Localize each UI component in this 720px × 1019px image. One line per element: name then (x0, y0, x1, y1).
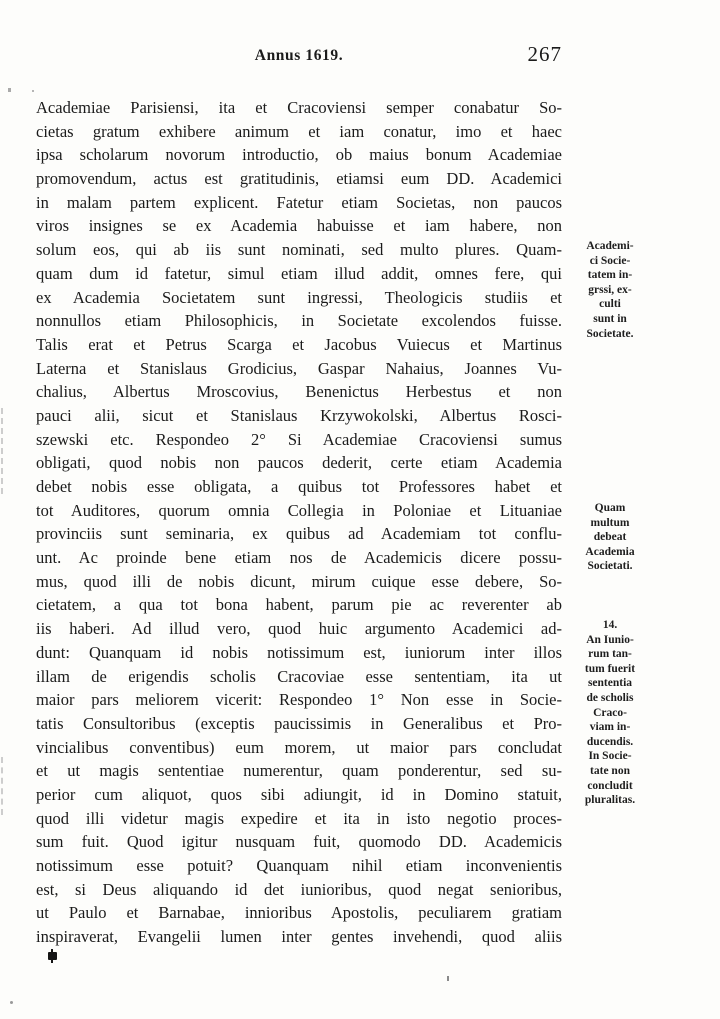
margin-note-line: ducendis. (586, 735, 634, 748)
margin-note-line: pluralitas. (584, 794, 636, 807)
text-line: obligati, quod nobis non paucos dederit, certe etiam Academia (36, 453, 562, 473)
text-line: viros insignes se ex Academia habuisse et iam habere, non (36, 216, 562, 236)
margin-note-line: tum fuerit (584, 662, 636, 675)
text-line: tot Auditores, quorum omnia Collegia in Poloniae et Lituaniae (36, 500, 562, 520)
margin-note-line: Academia (585, 545, 635, 558)
margin-note-line: ci Socie- (589, 254, 631, 267)
text-line: ut Paulo et Barnabae, innioribus Apostolis, peculiarem gratiam (36, 903, 562, 923)
margin-note-line: tate non (590, 764, 630, 777)
margin-note-line: debeat (593, 531, 627, 544)
margin-note-line: de scholis (586, 691, 634, 704)
text-line: notissimum esse potuit? Quanquam nihil etiam inconvenientis (36, 856, 562, 875)
text-line: et ut magis sententiae numerentur, quam ponderentur, sed su- (36, 761, 562, 781)
margin-note-line: concludit (587, 779, 633, 792)
text-line: dunt: Quanquam id nobis notissimum est, iuniorum inter illos (36, 642, 562, 662)
margin-note-an-iuniorum (563, 618, 657, 808)
scan-artifact (447, 976, 449, 981)
text-line: cietas gratum exhibere animum et iam conatur, imo et haec (36, 121, 562, 141)
text-line: provinciis sunt seminaria, ex quibus ad Academiam tot conflu- (36, 524, 562, 544)
scan-artifact (8, 88, 11, 92)
body-text-block (36, 96, 562, 949)
text-line: tatis Consultoribus (exceptis paucissimis in Generalibus et Pro- (36, 713, 562, 733)
margin-note-line: tatem in- (587, 269, 633, 282)
text-line: vincialibus conventibus) eum morem, ut maior pars concludat (36, 737, 562, 757)
text-line: Laterna et Stanislaus Grodicius, Gaspar Nahaius, Joannes Vu- (36, 358, 562, 378)
text-line: solum eos, qui ab iis sunt nominati, sed multo plures. Quam- (36, 240, 562, 260)
text-line: est, si Deus aliquando id det iunioribus, quod negat senioribus, (36, 879, 562, 899)
margin-note-line: Quam (594, 502, 626, 514)
text-line: illam de erigendis scholis Cracoviae esse sententiam, ita ut (36, 666, 562, 686)
running-title: Annus 1619. (254, 47, 344, 64)
text-line: perior cum aliquot, quos sibi adiungit, id in Domino statuit, (36, 784, 562, 804)
margin-note-line: grssi, ex- (588, 283, 632, 296)
text-line: sum fuit. Quod igitur nusquam fuit, quomodo DD. Academicis (36, 832, 562, 852)
text-line: szewski etc. Respondeo 2° Si Academiae Cracoviensi sumus (36, 429, 562, 449)
margin-note-line: viam in- (589, 721, 631, 734)
text-line: nonnullos etiam Philosophicis, in Societate excolendos fuisse. (36, 311, 562, 331)
text-line: unt. Ac proinde bene etiam nos de Academicis dicere possu- (36, 548, 562, 568)
margin-note-line: Academi- (586, 240, 634, 252)
margin-note-line: In Socie- (588, 750, 632, 763)
text-line: iis haberi. Ad illud vero, quod huic argumento Academici ad- (36, 619, 562, 639)
scan-artifact (10, 1001, 13, 1004)
text-line: Academiae Parisiensi, ita et Cracoviensi semper conabatur So- (36, 98, 562, 117)
page-number: 267 (527, 42, 562, 66)
text-line: chalius, Albertus Mroscovius, Benenictus Herbestus et non (36, 382, 562, 402)
margin-note-line: rum tan- (588, 648, 632, 661)
scan-artifact (1, 408, 3, 494)
margin-note-line: An Iunio- (586, 633, 634, 646)
scan-artifact (48, 952, 57, 960)
text-line: in malam partem explicent. Fatetur etiam Societas, non paucos (36, 192, 562, 212)
text-line: quam dum id fatetur, simul etiam illud addit, omnes fere, qui (36, 263, 562, 283)
text-line: quod illi videtur magis expedire et ita in isto negotio proces- (36, 808, 562, 828)
text-line: ex Academia Societatem sunt ingressi, Theologicis studiis et (36, 287, 562, 307)
text-line: cietatem, a qua tot bona habent, parum pie ac reverenter ab (36, 595, 562, 615)
text-line: maior pars meliorem vicerit: Respondeo 1° Non esse in Socie- (36, 690, 562, 710)
margin-note-quam-multum (563, 501, 657, 574)
text-line: Talis erat et Petrus Scarga et Jacobus Vuiecus et Martinus (36, 334, 562, 354)
margin-note-line: sententia (587, 677, 633, 690)
margin-note-line: Craco- (593, 706, 627, 719)
text-line: inspiraverat, Evangelii lumen inter gentes invehendi, quod aliis (36, 927, 562, 947)
margin-note-line: multum (590, 516, 630, 529)
margin-note-line: culti (599, 298, 621, 311)
margin-note-academici-societatem (563, 239, 657, 341)
margin-note-line: Societati. (587, 560, 633, 573)
margin-note-line: sunt in (593, 312, 627, 325)
text-line: mus, quod illi de nobis dicunt, mirum cuique esse debere, So- (36, 571, 562, 591)
text-line: pauci alii, sicut et Stanislaus Krzywokolski, Albertus Rosci- (36, 405, 562, 425)
text-line: debet nobis esse obligata, a quibus tot Professores habet et (36, 477, 562, 496)
text-line: ipsa scholarum novorum introductio, ob maius bonum Academiae (36, 145, 562, 165)
margin-note-line: Societate. (586, 327, 634, 340)
text-line: promovendum, actus est gratitudinis, etiamsi eum DD. Academici (36, 169, 562, 189)
scan-artifact (32, 90, 34, 92)
margin-note-line: 14. (602, 619, 618, 631)
scan-artifact (1, 757, 3, 815)
